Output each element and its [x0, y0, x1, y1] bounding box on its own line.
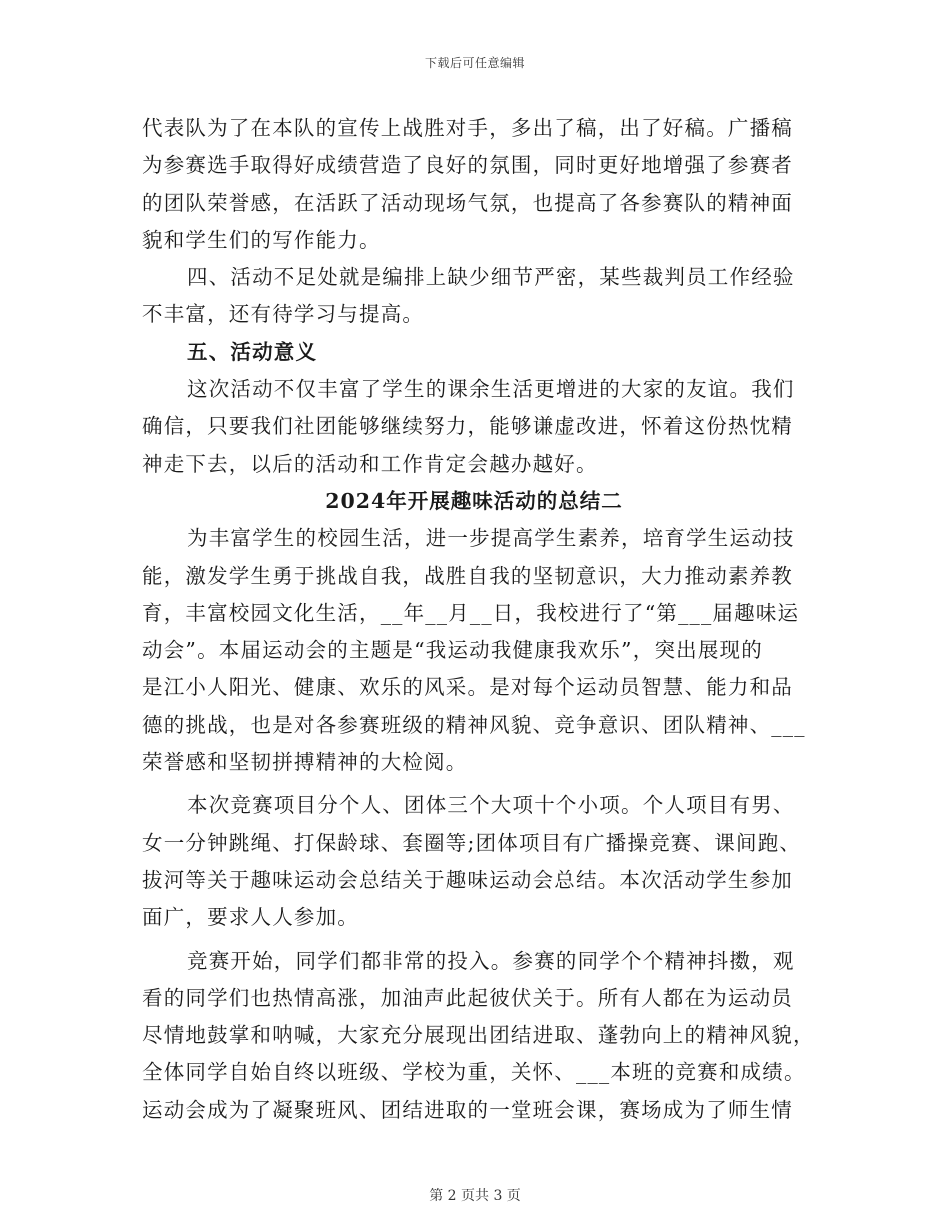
- paragraph-line: 荣誉感和坚韧拼搏精神的大检阅。: [142, 750, 468, 775]
- paragraph-line: 面广，要求人人参加。: [142, 905, 359, 930]
- section-heading: 五、活动意义: [187, 339, 318, 364]
- paragraph-line: 全体同学自始自终以班级、学校为重，关怀、___本班的竞赛和成绩。: [142, 1060, 806, 1085]
- paragraph-line: 育，丰富校园文化生活，__年__月__日，我校进行了“第___届趣味运: [142, 600, 800, 625]
- page-footer: 第 2 页共 3 页: [429, 1188, 521, 1204]
- page-header: 下载后可任意编辑: [424, 56, 525, 70]
- paragraph-line: 女一分钟跳绳、打保龄球、套圈等;团体项目有广播操竞赛、课间跑、: [142, 830, 802, 855]
- paragraph-line: 为参赛选手取得好成绩营造了良好的氛围，同时更好地增强了参赛者: [142, 153, 793, 178]
- paragraph-line: 四、活动不足处就是编排上缺少细节严密，某些裁判员工作经验: [187, 265, 795, 290]
- paragraph-line: 为丰富学生的校园生活，进一步提高学生素养，培育学生运动技: [187, 526, 795, 551]
- paragraph-line: 本次竞赛项目分个人、团体三个大项十个小项。个人项目有男、: [187, 793, 795, 818]
- paragraph-line: 尽情地鼓掌和呐喊，大家充分展现出团结进取、蓬勃向上的精神风貌，: [142, 1023, 815, 1048]
- document-body: [142, 110, 815, 1129]
- paragraph-line: 运动会成为了凝聚班风、团结进取的一堂班会课，赛场成为了师生情: [142, 1097, 793, 1122]
- paragraph-line: 这次活动不仅丰富了学生的课余生活更增进的大家的友谊。我们: [187, 377, 795, 402]
- paragraph-line: 德的挑战，也是对各参赛班级的精神风貌、竞争意识、团队精神、___: [142, 712, 806, 737]
- paragraph-line: 拔河等关于趣味运动会总结关于趣味运动会总结。本次活动学生参加: [142, 867, 793, 892]
- paragraph-line: 的团队荣誉感，在活跃了活动现场气氛，也提高了各参赛队的精神面: [142, 190, 793, 215]
- paragraph-line: 看的同学们也热情高涨，加油声此起彼伏关于。所有人都在为运动员: [142, 985, 793, 1010]
- paragraph-line: 貌和学生们的写作能力。: [142, 227, 381, 252]
- paragraph-line: 竞赛开始，同学们都非常的投入。参赛的同学个个精神抖擞，观: [187, 948, 795, 973]
- paragraph-line: 不丰富，还有待学习与提高。: [142, 302, 425, 327]
- paragraph-line: 动会”。本届运动会的主题是“我运动我健康我欢乐”，突出展现的: [142, 638, 763, 663]
- document-title: 2024年开展趣味活动的总结二: [325, 488, 623, 513]
- paragraph-line: 神走下去，以后的活动和工作肯定会越办越好。: [142, 451, 598, 476]
- paragraph-line: 是江小人阳光、健康、欢乐的风采。是对每个运动员智慧、能力和品: [142, 675, 793, 700]
- paragraph-line: 确信，只要我们社团能够继续努力，能够谦虚改进，怀着这份热忱精: [142, 414, 793, 439]
- paragraph-line: 能，激发学生勇于挑战自我，战胜自我的坚韧意识，大力推动素养教: [142, 563, 793, 588]
- paragraph-line: 代表队为了在本队的宣传上战胜对手，多出了稿，出了好稿。广播稿: [142, 116, 793, 140]
